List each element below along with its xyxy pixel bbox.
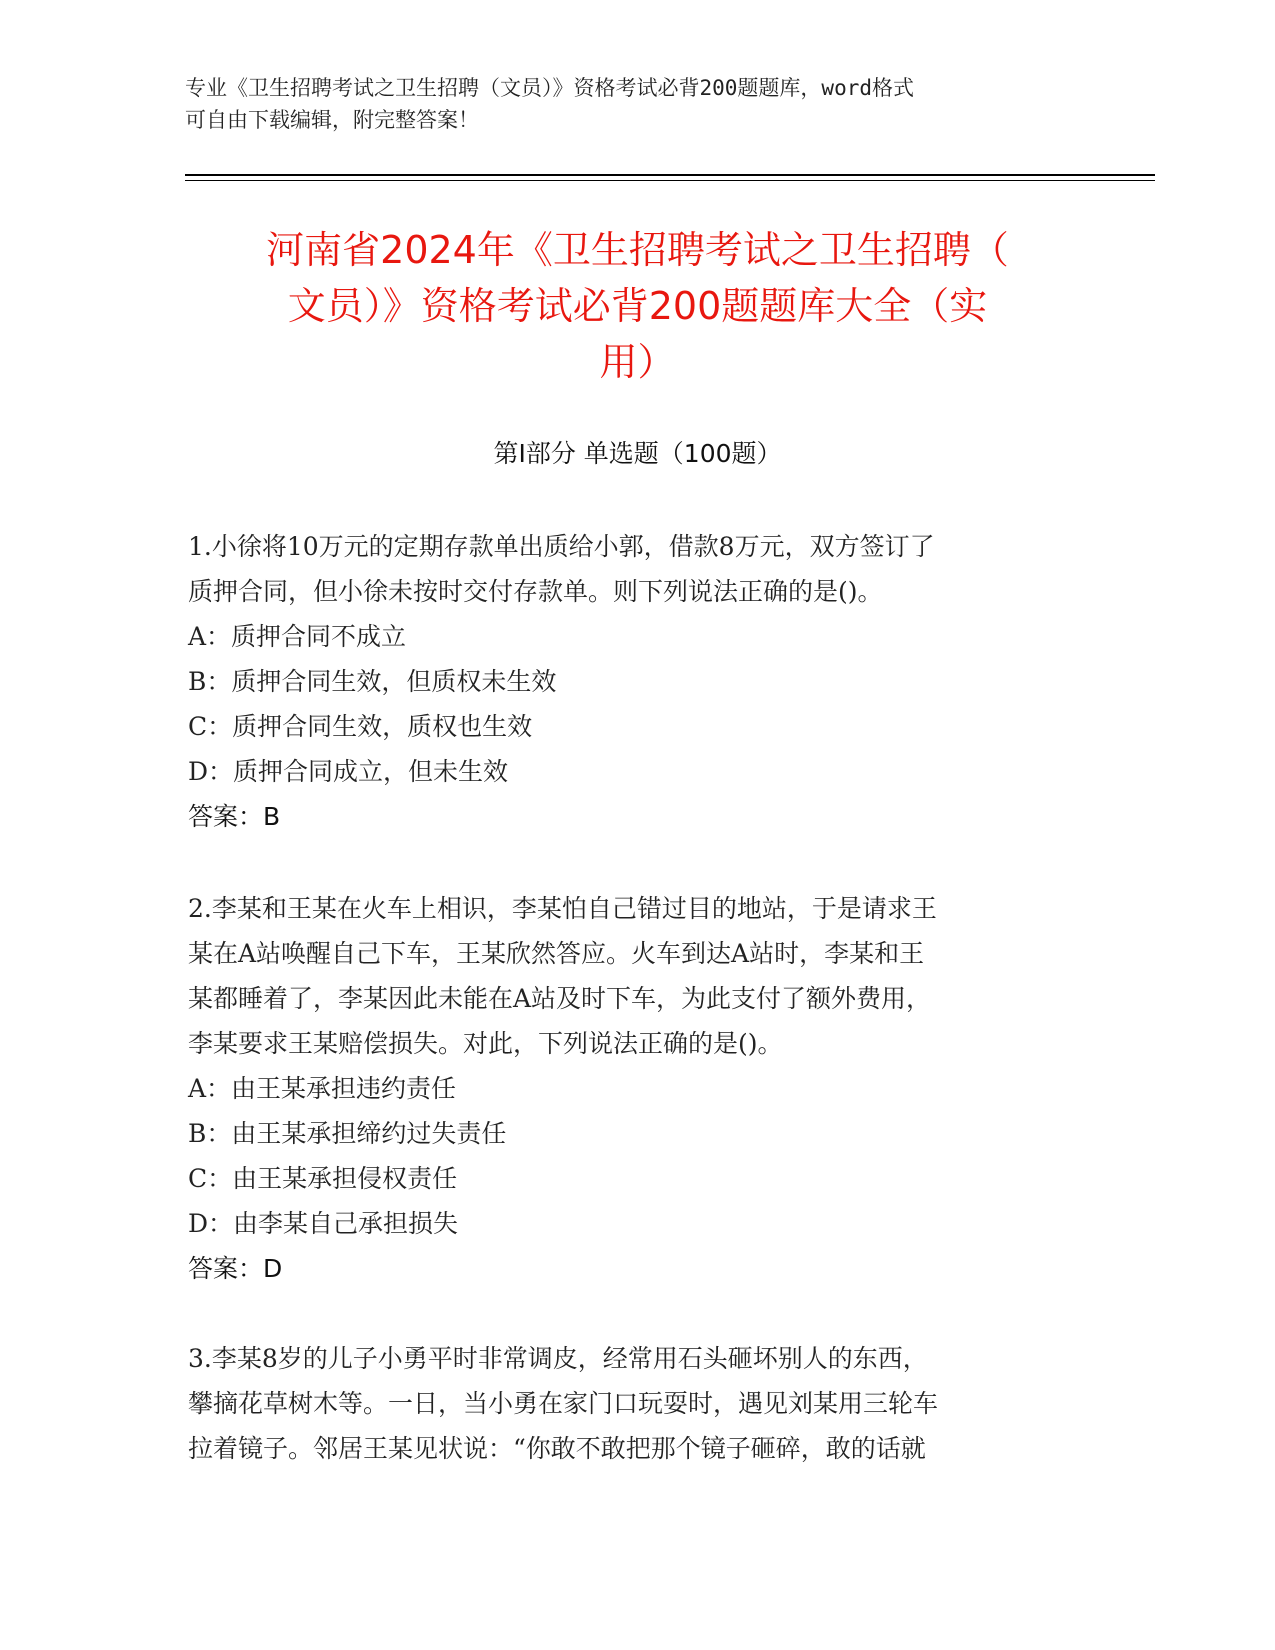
question-block [188,524,1088,839]
option-a: A：由王某承担违约责任 [188,1074,457,1103]
question-text-line: 李某要求王某赔偿损失。对此，下列说法正确的是()。 [188,1029,783,1058]
option-c: C：由王某承担侵权责任 [188,1164,458,1193]
question-text-line: 攀摘花草树木等。一日，当小勇在家门口玩耍时，遇见刘某用三轮车 [188,1389,939,1418]
question-text-line: 2.李某和王某在火车上相识，李某怕自己错过目的地站，于是请求王 [188,894,937,923]
option-d: D：质押合同成立，但未生效 [188,757,509,786]
section-heading: 第Ⅰ部分 单选题（100题） [493,439,782,468]
title-line: 河南省2024年《卫生招聘考试之卫生招聘（ [266,228,1009,272]
answer-line: 答案：D [188,1254,283,1283]
answer-line: 答案：B [188,802,281,831]
option-c: C：质押合同生效，质权也生效 [188,712,533,741]
option-b: B：质押合同生效，但质权未生效 [188,667,557,696]
header-divider-thin [185,180,1155,181]
question-text-line: 拉着镜子。邻居王某见状说：“你敢不敢把那个镜子砸碎，敢的话就 [188,1434,926,1463]
option-d: D：由李某自己承担损失 [188,1209,459,1238]
header-note [185,72,1065,136]
title-line: 文员）》资格考试必背200题题库大全（实 [287,284,988,328]
question-block [188,1336,1088,1471]
header-divider-thick [185,174,1155,176]
option-b: B：由王某承担缔约过失责任 [188,1119,507,1148]
document-title [150,222,1125,390]
question-block [188,886,1088,1291]
question-text-line: 1.小徐将10万元的定期存款单出质给小郭，借款8万元，双方签订了 [188,532,935,561]
title-line: 用） [599,340,676,384]
header-note-line: 专业《卫生招聘考试之卫生招聘（文员）》资格考试必背200题题库，word格式 [185,76,914,100]
question-text-line: 质押合同，但小徐未按时交付存款单。则下列说法正确的是()。 [188,577,883,606]
question-text-line: 3.李某8岁的儿子小勇平时非常调皮，经常用石头砸坏别人的东西， [188,1344,928,1373]
question-text-line: 某都睡着了，李某因此未能在A站及时下车，为此支付了额外费用， [188,984,932,1013]
option-a: A：质押合同不成立 [188,622,407,651]
question-text-line: 某在A站唤醒自己下车，王某欣然答应。火车到达A站时，李某和王 [188,939,925,968]
header-note-line: 可自由下载编辑，附完整答案！ [185,108,479,132]
